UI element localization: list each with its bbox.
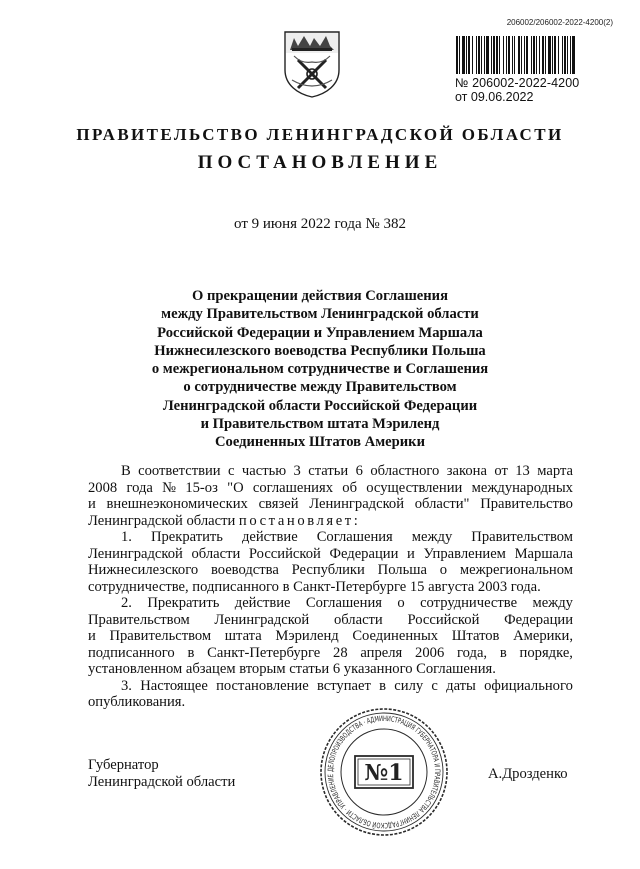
word: № bbox=[162, 479, 177, 496]
word: с bbox=[431, 677, 438, 694]
barcode-bar bbox=[503, 36, 504, 74]
barcode-icon bbox=[456, 36, 576, 74]
signatory-position: Губернатор bbox=[88, 757, 159, 773]
barcode-bar bbox=[478, 36, 480, 74]
barcode-bar bbox=[491, 36, 492, 74]
barcode-bar bbox=[542, 36, 544, 74]
barcode-bar bbox=[539, 36, 540, 74]
word: 28 bbox=[333, 644, 348, 661]
seal-number: №1 bbox=[364, 760, 404, 786]
clause-2 bbox=[88, 595, 573, 678]
clause-1 bbox=[88, 529, 573, 595]
word: 2. bbox=[121, 595, 132, 611]
word: 2006 bbox=[415, 644, 445, 661]
word: Штатов bbox=[451, 628, 500, 644]
word: сотрудничестве bbox=[420, 595, 518, 611]
word: о bbox=[439, 562, 448, 578]
word: апреля bbox=[360, 644, 403, 661]
barcode-bar bbox=[536, 36, 537, 74]
document-body bbox=[88, 463, 573, 711]
word: марта bbox=[537, 463, 573, 479]
justified-line bbox=[88, 463, 573, 480]
paragraph-last-line bbox=[88, 513, 573, 530]
word: между bbox=[532, 595, 573, 611]
barcode-bar bbox=[512, 36, 513, 74]
registration-date: от 09.06.2022 bbox=[455, 90, 534, 104]
word: связей bbox=[258, 496, 299, 512]
word: Ленинградской bbox=[214, 611, 310, 628]
word: 15-оз bbox=[185, 479, 218, 496]
barcode-bar bbox=[521, 36, 522, 74]
word: Управлением bbox=[423, 545, 506, 562]
barcode-bar bbox=[459, 36, 460, 74]
word: частью bbox=[241, 463, 287, 479]
word: и bbox=[88, 628, 96, 644]
word: Прекратить bbox=[150, 529, 223, 545]
justified-line bbox=[88, 529, 573, 546]
word: В bbox=[121, 463, 131, 479]
justified-line bbox=[88, 645, 573, 662]
paragraph-last-line: установленном абзацем вторым статьи 6 указанного Соглашения. bbox=[88, 661, 496, 677]
word: Правительство bbox=[480, 496, 573, 512]
barcode-bar bbox=[548, 36, 551, 74]
justified-line bbox=[88, 562, 573, 579]
word: между bbox=[411, 529, 453, 545]
barcode-bar bbox=[524, 36, 525, 74]
barcode-bar bbox=[514, 36, 515, 74]
word: Польша bbox=[377, 562, 427, 578]
word: и bbox=[407, 545, 415, 562]
paragraph-last-line: сотрудничестве, подписанного в Санкт-Петербурге 15 августа 2003 года. bbox=[88, 578, 541, 595]
official-seal-stamp bbox=[318, 706, 450, 838]
word: Маршала bbox=[514, 545, 573, 562]
justified-line bbox=[88, 546, 573, 563]
word: порядке, bbox=[519, 644, 573, 661]
signatory-name: А.Дрозденко bbox=[488, 766, 568, 782]
word: Российской bbox=[407, 611, 480, 628]
title-line: О прекращении действия Соглашения bbox=[192, 288, 448, 304]
word: межрегиональном bbox=[459, 562, 573, 578]
word: области bbox=[333, 611, 383, 628]
word: области bbox=[191, 545, 241, 562]
barcode-bar bbox=[468, 36, 470, 74]
word: постановление bbox=[216, 677, 309, 694]
word: и bbox=[88, 496, 96, 512]
word: о bbox=[397, 595, 405, 611]
word: Соглашения bbox=[305, 595, 382, 611]
title-line: и Правительством штата Мэриленд bbox=[200, 416, 440, 433]
word: внешнеэкономических bbox=[106, 496, 248, 512]
resolves-word: постановляет: bbox=[238, 512, 361, 529]
word: официального bbox=[484, 677, 573, 694]
document-code: 206002/206002-2022-4200(2) bbox=[506, 18, 613, 27]
word: года bbox=[126, 479, 153, 496]
title-line: Соединенных Штатов Америки bbox=[215, 434, 425, 451]
document-date-number: от 9 июня 2022 года № 382 bbox=[234, 216, 406, 232]
title-line: Ленинградской области Российской Федерации bbox=[162, 397, 478, 414]
word: статьи bbox=[308, 463, 349, 479]
barcode-bar bbox=[562, 36, 563, 74]
registration-number: № 206002-2022-4200 bbox=[455, 76, 580, 90]
preamble-paragraph bbox=[88, 463, 573, 529]
barcode-bar bbox=[499, 36, 500, 74]
barcode-bar bbox=[531, 36, 532, 74]
word: Нижнесилезского bbox=[88, 562, 199, 578]
seal-ring-text: ДЕЛОПРОИЗВОДСТВА · АДМИНИСТРАЦИЯ ГУБЕРНАТОРА И ПРАВИТЕЛЬСТВА ЛЕНИНГРАДСКОЙ ОБЛАСТИ · УПРАВЛЕНИЕ bbox=[325, 713, 443, 831]
word: 3. bbox=[121, 677, 132, 694]
word: 3 bbox=[293, 463, 301, 479]
word: 6 bbox=[355, 463, 363, 479]
word: Соглашения bbox=[316, 529, 393, 545]
justified-line bbox=[88, 595, 573, 612]
word: Правительством bbox=[471, 529, 573, 545]
word: Правительством bbox=[109, 628, 212, 644]
word: международных bbox=[471, 479, 573, 496]
title-line: о межрегиональном сотрудничестве и Соглашения bbox=[151, 361, 489, 378]
word: области" bbox=[414, 496, 470, 512]
text-span: Ленинградской области bbox=[88, 512, 236, 529]
word: Федерации bbox=[329, 545, 399, 562]
word: областного bbox=[370, 463, 440, 479]
barcode-bar bbox=[558, 36, 559, 74]
word: Республики bbox=[291, 562, 365, 578]
word: штата bbox=[224, 628, 262, 644]
word: Прекратить bbox=[147, 595, 220, 611]
document-title bbox=[0, 287, 640, 452]
document-type: ПОСТАНОВЛЕНИЕ bbox=[197, 152, 443, 173]
word: Америки, bbox=[513, 628, 573, 644]
word: Федерации bbox=[504, 611, 573, 628]
word: об bbox=[342, 479, 357, 496]
word: Соединенных bbox=[352, 628, 439, 644]
barcode-bar bbox=[526, 36, 528, 74]
barcode-bar bbox=[486, 36, 489, 74]
title-line: о сотрудничестве между Правительством bbox=[183, 379, 457, 396]
barcode-bar bbox=[564, 36, 566, 74]
barcode-bar bbox=[481, 36, 482, 74]
word: Ленинградской bbox=[309, 496, 405, 512]
barcode-bar bbox=[493, 36, 495, 74]
word: соглашениях bbox=[252, 479, 333, 496]
barcode-bar bbox=[462, 36, 465, 74]
barcode-bar bbox=[572, 36, 575, 74]
barcode-bar bbox=[533, 36, 535, 74]
word: от bbox=[494, 463, 508, 479]
word: с bbox=[228, 463, 235, 479]
word: 1. bbox=[121, 529, 132, 545]
word: подписанного bbox=[88, 644, 175, 661]
word: "О bbox=[227, 479, 244, 496]
justified-line bbox=[88, 612, 573, 629]
word: Правительством bbox=[88, 611, 190, 628]
barcode-bar bbox=[570, 36, 571, 74]
justified-line bbox=[88, 496, 573, 513]
barcode-bar bbox=[476, 36, 477, 74]
word: Мэриленд bbox=[275, 628, 339, 644]
barcode-bar bbox=[518, 36, 520, 74]
barcode-bar bbox=[567, 36, 568, 74]
justified-line bbox=[88, 678, 573, 695]
justified-line bbox=[88, 480, 573, 497]
issuing-authority: ПРАВИТЕЛЬСТВО ЛЕНИНГРАДСКОЙ ОБЛАСТИ bbox=[76, 125, 564, 144]
barcode-bar bbox=[472, 36, 473, 74]
signatory-region: Ленинградской области bbox=[88, 774, 236, 790]
title-line: Нижнесилезского воеводства Республики Польша bbox=[154, 342, 486, 359]
word: Российской bbox=[248, 545, 321, 562]
barcode-bar bbox=[508, 36, 510, 74]
title-line: Российской Федерации и Управлением Маршала bbox=[157, 324, 483, 341]
word: в bbox=[187, 644, 195, 661]
barcode-bar bbox=[496, 36, 498, 74]
word: осуществлении bbox=[366, 479, 463, 496]
word: Ленинградской bbox=[88, 545, 183, 562]
barcode-bar bbox=[545, 36, 546, 74]
justified-line bbox=[88, 628, 573, 645]
paragraph-last-line: опубликования. bbox=[88, 694, 186, 710]
word: Настоящее bbox=[140, 677, 208, 694]
word: вступает bbox=[316, 677, 371, 694]
barcode-bar bbox=[466, 36, 467, 74]
word: года, bbox=[457, 644, 488, 661]
barcode-bar bbox=[552, 36, 553, 74]
barcode-bar bbox=[554, 36, 556, 74]
barcode-bar bbox=[456, 36, 458, 74]
word: Санкт-Петербурге bbox=[207, 644, 321, 661]
word: в bbox=[379, 677, 387, 694]
word: действие bbox=[234, 595, 291, 611]
word: даты bbox=[446, 677, 476, 694]
coat-of-arms-icon bbox=[282, 30, 342, 98]
word: 2008 bbox=[88, 479, 118, 496]
barcode-bar bbox=[506, 36, 507, 74]
word: действие bbox=[241, 529, 298, 545]
word: силу bbox=[394, 677, 424, 694]
word: в bbox=[499, 644, 507, 661]
word: 13 bbox=[515, 463, 530, 479]
title-line: между Правительством Ленинградской области bbox=[161, 306, 479, 323]
signatory-title bbox=[88, 757, 235, 791]
barcode-bar bbox=[484, 36, 485, 74]
word: закона bbox=[446, 463, 487, 479]
word: соответствии bbox=[138, 463, 221, 479]
word: воеводства bbox=[210, 562, 279, 578]
